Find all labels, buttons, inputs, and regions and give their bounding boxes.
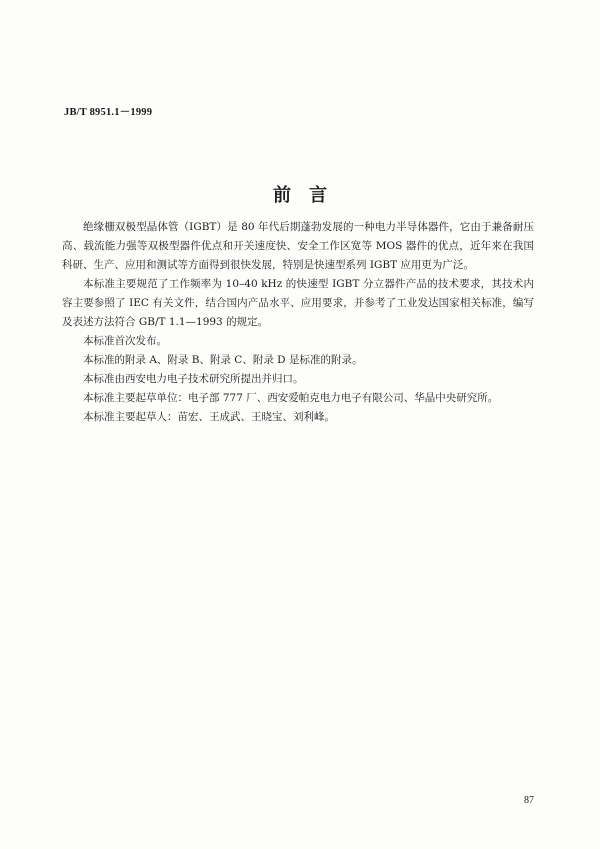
page-title: 前言 <box>273 185 345 206</box>
paragraph-intro: 绝缘栅双极型晶体管（IGBT）是 80 年代后期蓬勃发展的一种电力半导体器件，它由于兼备耐压高、载流能力强等双极型器件优点和开关速度快、安全工作区宽等 MOS 器件的优点，近年来在我国科研、生产、应用和测试等方面得到很快发展，特别是快速型系列 IGBT 应用更为广泛。 <box>62 221 534 271</box>
paragraph-first-release: 本标准首次发布。 <box>83 335 167 347</box>
paragraph-drafters: 本标准主要起草人：苗宏、王成武、王晓宝、刘利峰。 <box>83 411 335 423</box>
paragraph-proposer: 本标准由西安电力电子技术研究所提出并归口。 <box>83 373 304 385</box>
preface-body <box>62 218 534 427</box>
paragraph-appendices: 本标准的附录 A、附录 B、附录 C、附录 D 是标准的附录。 <box>83 354 363 366</box>
paragraph-scope: 本标准主要规范了工作频率为 10–40 kHz 的快速型 IGBT 分立器件产品的技术要求，其技术内容主要参照了 IEC 有关文件，结合国内产品水平、应用要求，并参考了工业发达国家相关标准，编写及表述方法符合 GB/T 1.1—1993 的规定。 <box>62 278 534 328</box>
page-number: 87 <box>524 795 534 806</box>
standard-code: JB/T 8951.1－1999 <box>64 107 153 118</box>
paragraph-drafting-units: 本标准主要起草单位：电子部 777 厂、西安爱帕克电力电子有限公司、华晶中央研究所。 <box>83 392 499 404</box>
